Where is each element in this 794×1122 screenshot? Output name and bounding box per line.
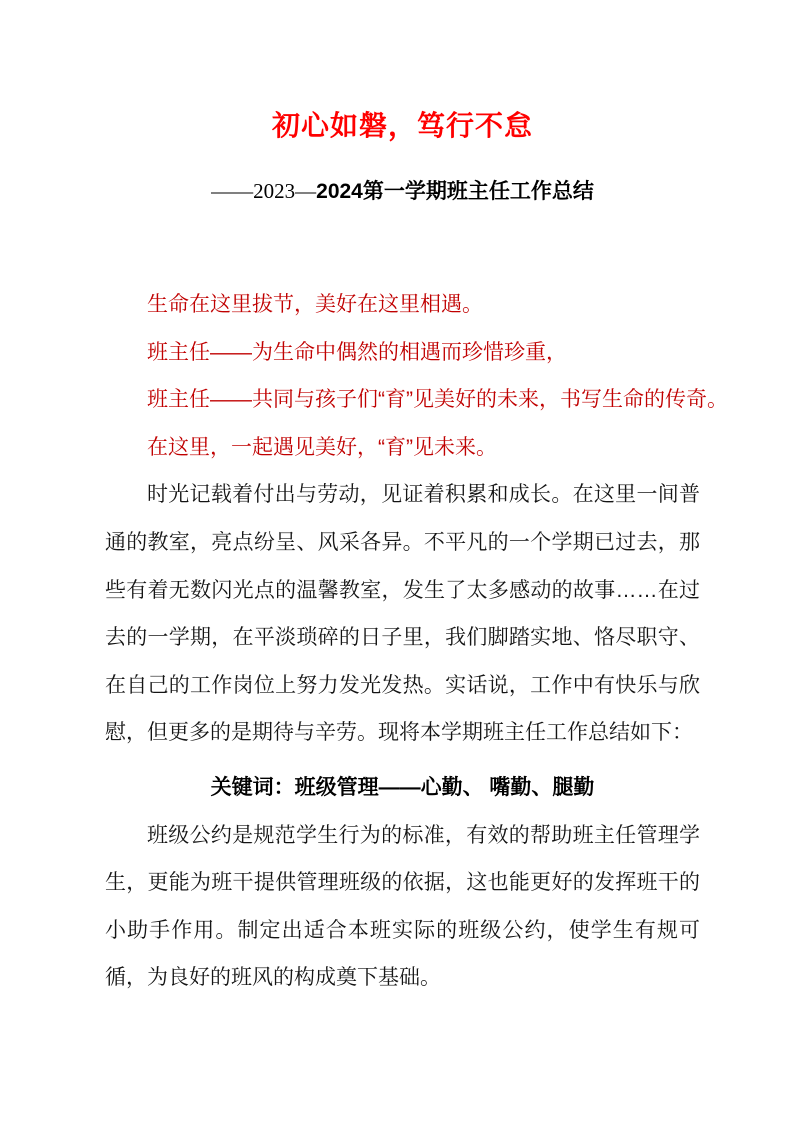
epigraph-line-2: 班主任——为生命中偶然的相遇而珍惜珍重， — [147, 340, 567, 364]
page-title: 初心如磐，笃行不怠 — [271, 110, 533, 141]
epigraph-line-3: 班主任——共同与孩子们“育”见美好的未来，书写生命的传奇。 — [147, 388, 728, 412]
subtitle-main-text: 2024第一学期班主任工作总结 — [316, 180, 594, 203]
epigraph-line-1: 生命在这里拔节，美好在这里相遇。 — [147, 293, 483, 316]
intro-paragraph: 时光记载着付出与劳动，见证着积累和成长。在这里一间普通的教室，亮点纷呈、风采各异。不平凡的一个学期已过去，那些有着无数闪光点的温馨教室，发生了太多感动的故事……在过去的一学期，在平淡琐碎的日子里，我们脚踏实地、恪尽职守、在自己的工作岗位上努力发光发热。实话说，工作中有快乐与欣慰，但更多的是期待与辛劳。现将本学期班主任工作总结如下： — [105, 483, 700, 745]
class-convention-paragraph: 班级公约是规范学生行为的标准，有效的帮助班主任管理学生，更能为班干提供管理班级的依据，这也能更好的发挥班干的小助手作用。制定出适合本班实际的班级公约，使学生有规可循，为良好的班风的构成奠下基础。 — [105, 823, 700, 990]
page-subtitle — [105, 175, 700, 208]
keyword-heading: 关键词：班级管理——心勤、 嘴勤、腿勤 — [210, 775, 595, 799]
epigraph-block — [105, 281, 728, 471]
subtitle-dash-year: ——2023— — [211, 179, 317, 203]
epigraph-line-4: 在这里，一起遇见美好，“育”见未来。 — [147, 435, 497, 459]
